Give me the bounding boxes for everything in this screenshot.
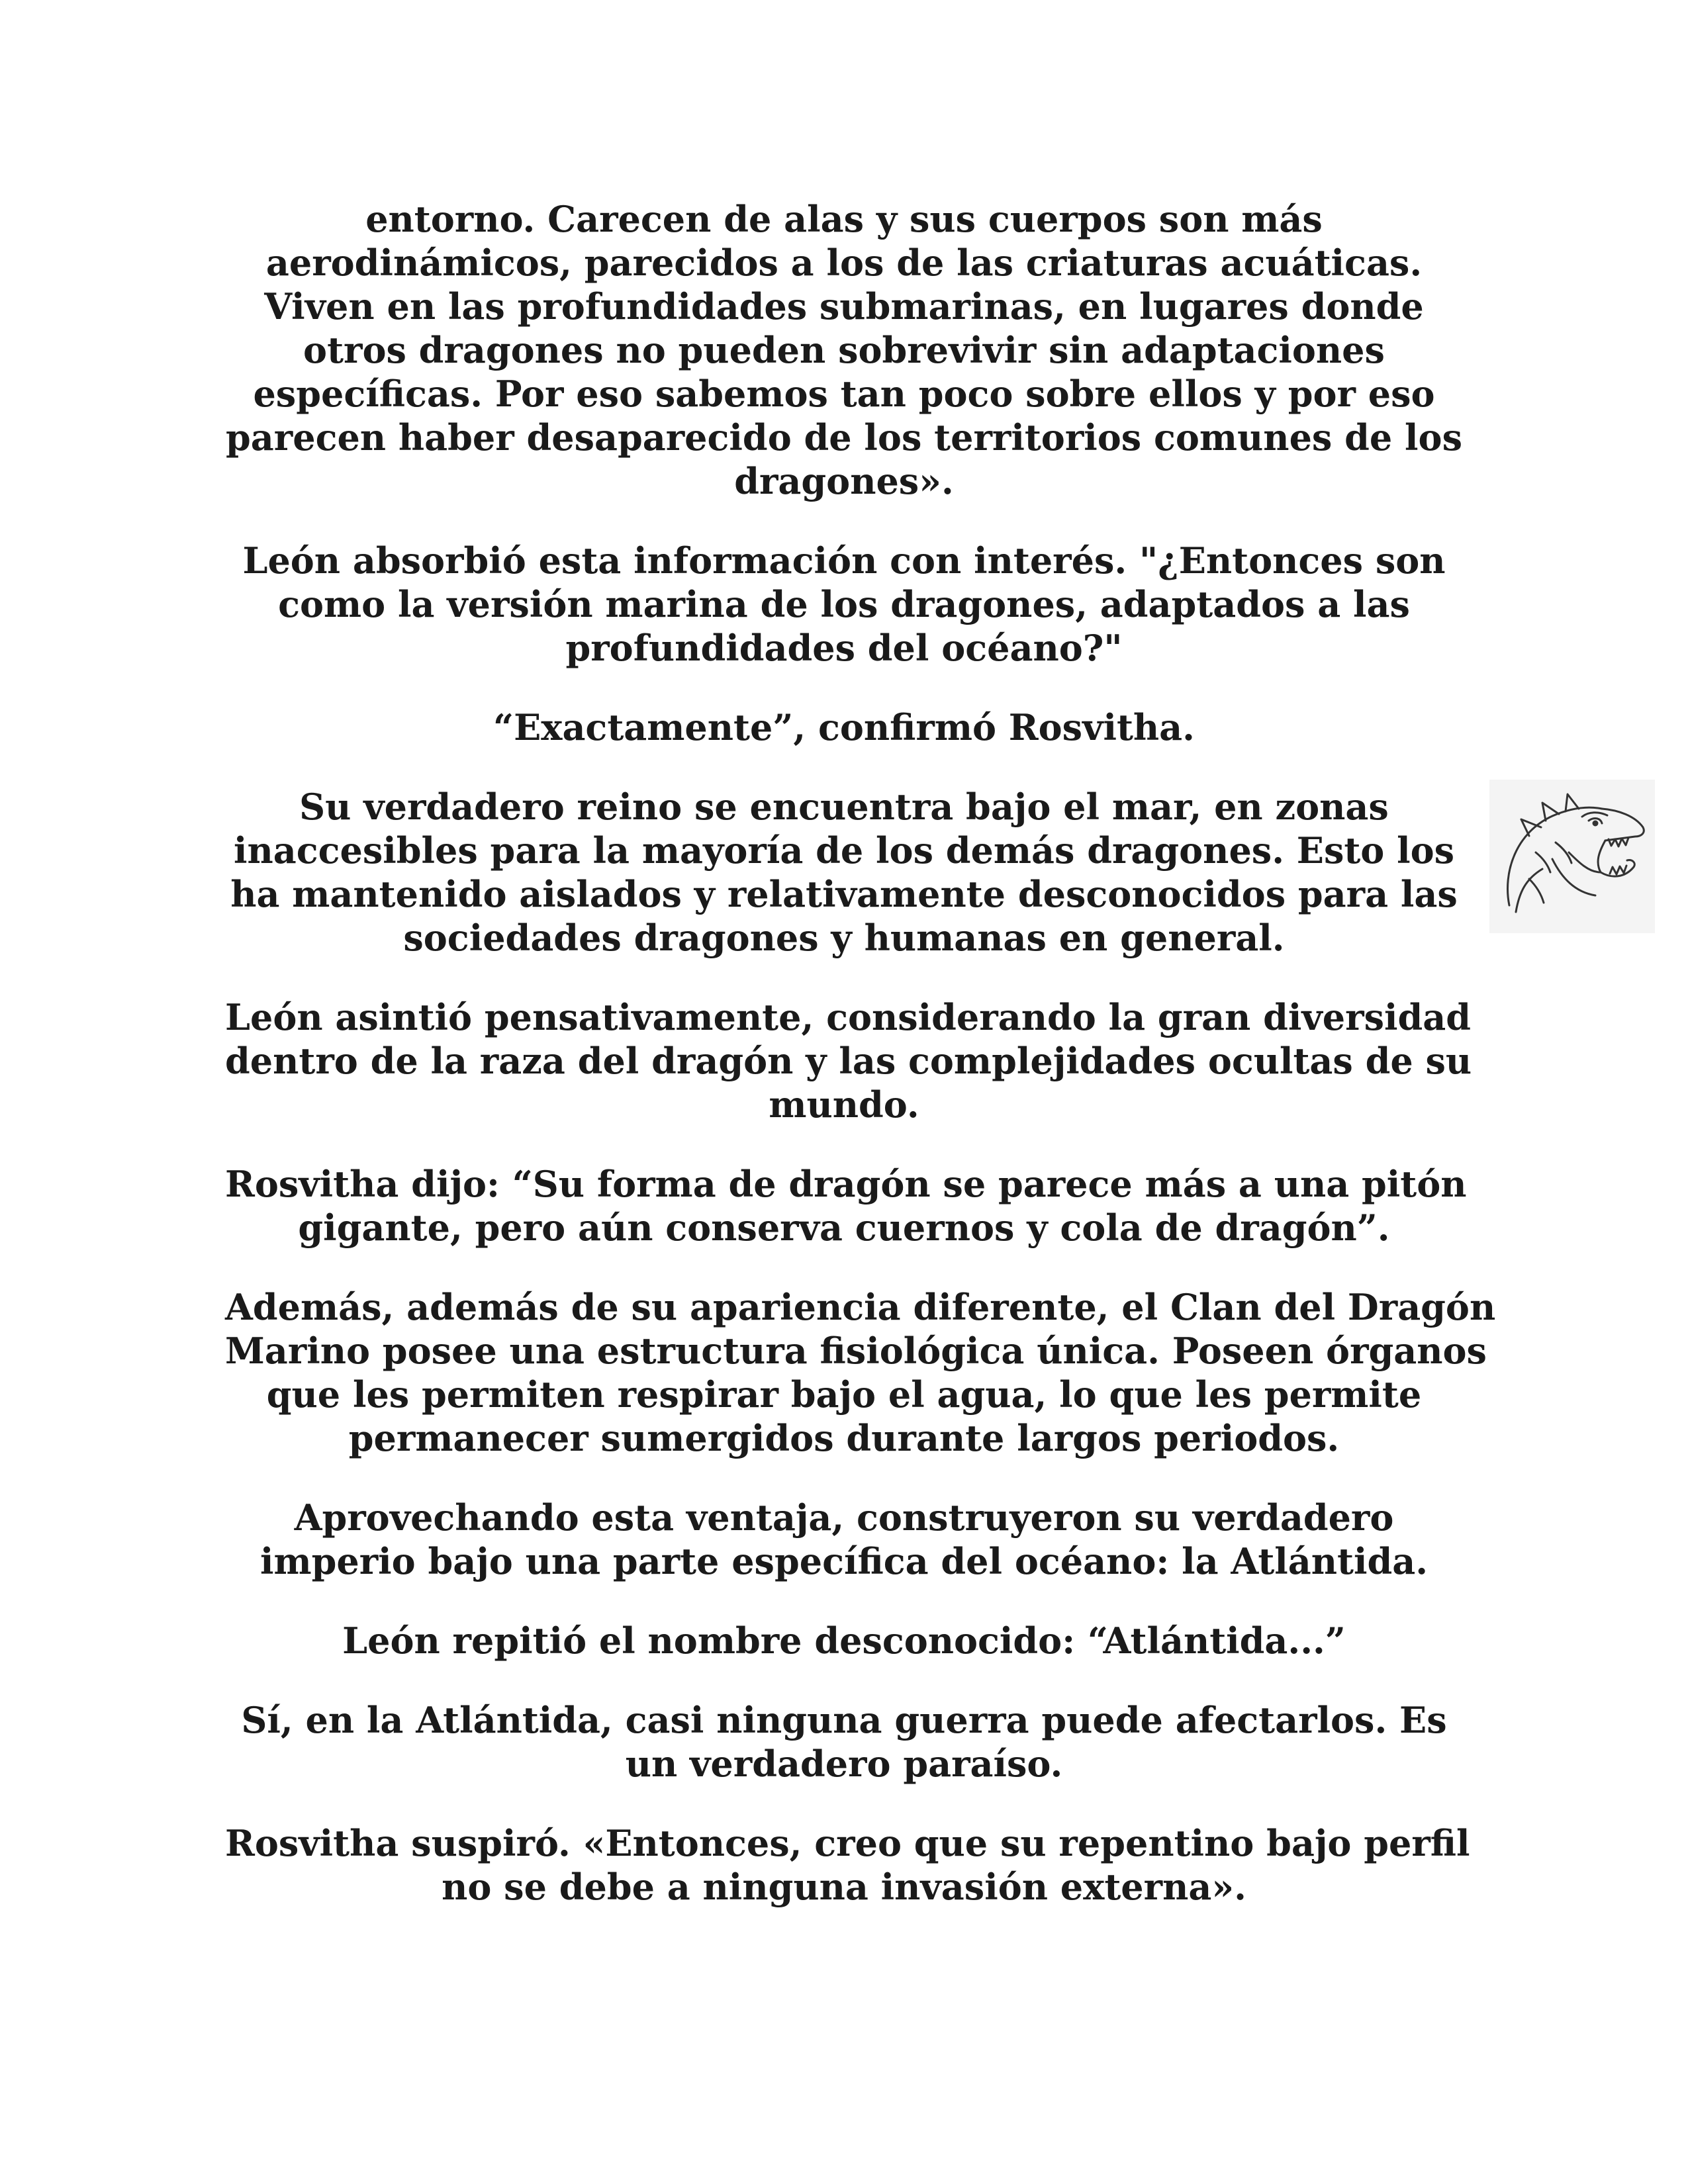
text-line: Rosvitha dijo: “Su forma de dragón se parece más a una pitón — [225, 1163, 1467, 1205]
page-body — [225, 197, 1496, 1944]
text-line: Sí, en la Atlántida, casi ninguna guerra puede afectarlos. Es — [241, 1699, 1447, 1741]
text-line: Además, además de su apariencia diferente, el Clan del Dragón — [225, 1286, 1496, 1328]
text-line: parecen haber desaparecido de los territorios comunes de los — [226, 416, 1462, 459]
text-line: profundidades del océano?" — [565, 627, 1123, 669]
text-line: León absorbió esta información con interés. "¿Entonces son — [242, 539, 1446, 582]
paragraph-5 — [225, 995, 1472, 1126]
text-line: un verdadero paraíso. — [625, 1743, 1063, 1785]
text-line: sociedades dragones y humanas en general. — [403, 917, 1285, 959]
paragraph-1 — [225, 197, 1463, 503]
paragraph-8 — [225, 1496, 1463, 1583]
text-line: permanecer sumergidos durante largos periodos. — [348, 1417, 1340, 1459]
text-line: como la versión marina de los dragones, adaptados a las — [278, 583, 1410, 625]
text-line: no se debe a ninguna invasión externa». — [442, 1866, 1246, 1908]
text-line: Marino posee una estructura fisiológica única. Poseen órganos — [225, 1330, 1487, 1372]
text-line: aerodinámicos, parecidos a los de las criaturas acuáticas. — [265, 242, 1423, 284]
paragraph-4 — [225, 785, 1463, 960]
dragon-head-icon — [1489, 780, 1655, 933]
paragraph-3 — [225, 705, 1463, 749]
text-line: León asintió pensativamente, considerando la gran diversidad — [225, 996, 1471, 1038]
paragraph-7 — [225, 1285, 1496, 1460]
text-line: ha mantenido aislados y relativamente desconocidos para las — [230, 873, 1458, 915]
text-line: dragones». — [734, 460, 954, 502]
text-line: mundo. — [769, 1083, 919, 1126]
text-line: Su verdadero reino se encuentra bajo el mar, en zonas — [299, 786, 1389, 828]
paragraph-2 — [225, 539, 1463, 670]
text-line: “Exactamente”, confirmó Rosvitha. — [493, 706, 1195, 749]
text-line: gigante, pero aún conserva cuernos y cola de dragón”. — [298, 1206, 1390, 1249]
text-line: específicas. Por eso sabemos tan poco sobre ellos y por eso — [253, 373, 1435, 415]
paragraph-9 — [225, 1619, 1463, 1662]
paragraph-6 — [225, 1162, 1467, 1250]
text-line: Rosvitha suspiró. «Entonces, creo que su repentino bajo perfil — [225, 1822, 1470, 1864]
text-line: otros dragones no pueden sobrevivir sin adaptaciones — [303, 329, 1385, 371]
text-line: León repitió el nombre desconocido: “Atlántida...” — [342, 1619, 1346, 1662]
text-line: Aprovechando esta ventaja, construyeron su verdadero — [294, 1496, 1394, 1539]
paragraph-11 — [225, 1821, 1470, 1909]
text-line: inaccesibles para la mayoría de los demás dragones. Esto los — [233, 829, 1455, 872]
text-line: imperio bajo una parte específica del océano: la Atlántida. — [259, 1540, 1429, 1582]
paragraph-10 — [225, 1698, 1463, 1786]
text-line: dentro de la raza del dragón y las complejidades ocultas de su — [225, 1040, 1472, 1082]
text-line: Viven en las profundidades submarinas, en lugares donde — [264, 285, 1424, 328]
text-line: entorno. Carecen de alas y sus cuerpos son más — [365, 198, 1323, 240]
text-line: que les permiten respirar bajo el agua, lo que les permite — [266, 1373, 1422, 1416]
